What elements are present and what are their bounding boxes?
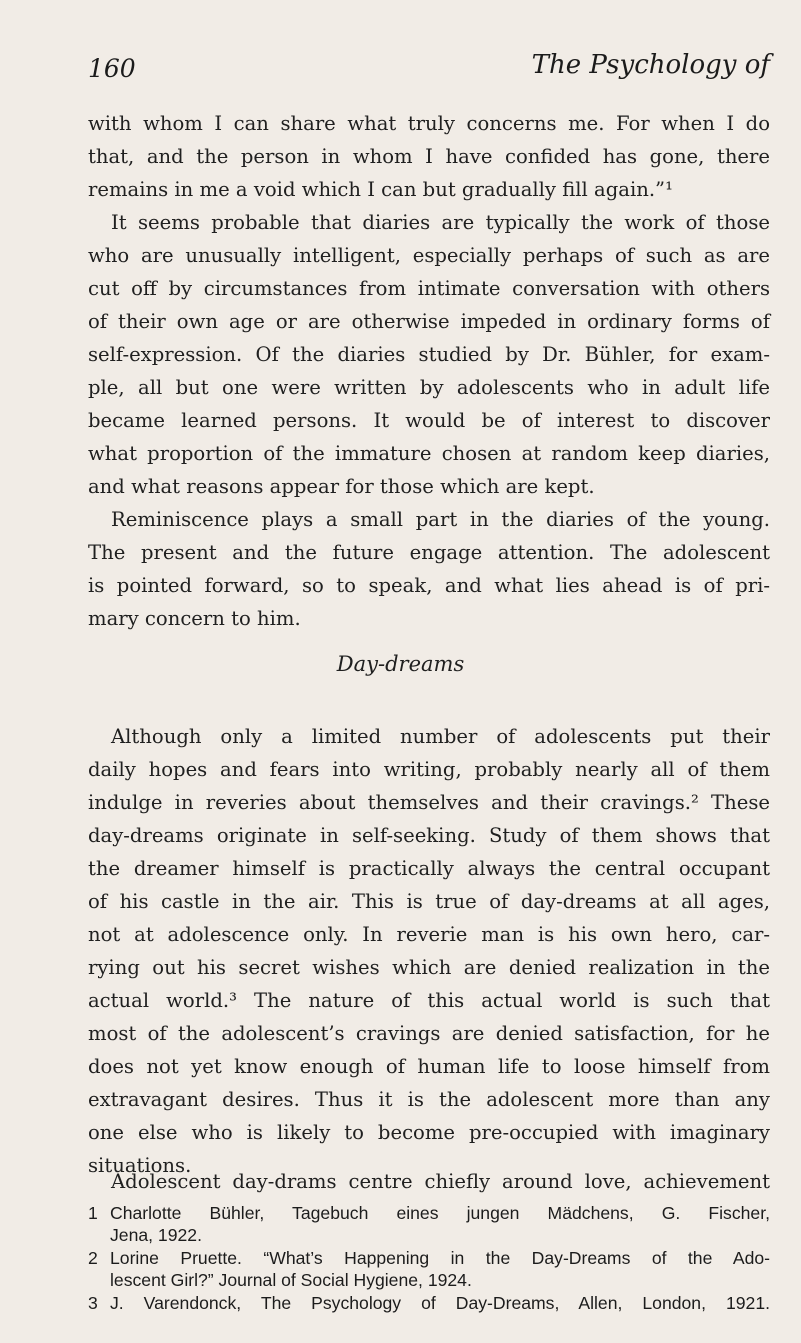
text-line: not at adolescence only. In reverie man is his own hero, car-: [88, 923, 770, 946]
footnote-3: [88, 1292, 770, 1314]
footnote-line: J. Varendonck, The Psychology of Day-Dreams, Allen, London, 1921.: [110, 1293, 770, 1313]
text-line: does not yet know enough of human life to loose himself from: [88, 1055, 770, 1078]
text-line: and what reasons appear for those which are kept.: [88, 475, 595, 498]
footnote-line: Jena, 1922.: [110, 1225, 202, 1245]
footnote-number: 2: [88, 1248, 98, 1268]
running-head: [88, 46, 770, 90]
text-line: what proportion of the immature chosen at random keep diaries,: [88, 442, 770, 465]
section-heading: Day-dreams: [336, 652, 465, 676]
text-line: rying out his secret wishes which are denied realization in the: [88, 956, 770, 979]
text-line: indulge in reveries about themselves and their cravings.² These: [88, 791, 770, 814]
text-line: daily hopes and fears into writing, probably nearly all of them: [88, 758, 770, 781]
text-line: that, and the person in whom I have confided has gone, there: [88, 145, 770, 168]
text-line: It seems probable that diaries are typically the work of those: [111, 211, 770, 234]
footnote-2-cont: [88, 1269, 770, 1291]
text-line: self-expression. Of the diaries studied by Dr. Bühler, for exam-: [88, 343, 770, 366]
text-line: remains in me a void which I can but gradually fill again.”¹: [88, 178, 673, 201]
footnote-1-cont: [88, 1224, 770, 1246]
footnote-line: lescent Girl?” Journal of Social Hygiene, 1924.: [110, 1270, 472, 1290]
text-line: is pointed forward, so to speak, and what lies ahead is of pri-: [88, 574, 770, 597]
text-line: situations.: [88, 1154, 192, 1177]
text-line: extravagant desires. Thus it is the adolescent more than any: [88, 1088, 770, 1111]
text-line: who are unusually intelligent, especially perhaps of such as are: [88, 244, 770, 267]
footnote-line: Charlotte Bühler, Tagebuch eines jungen Mädchens, G. Fischer,: [110, 1203, 770, 1223]
text-line: day-dreams originate in self-seeking. Study of them shows that: [88, 824, 770, 847]
text-line: most of the adolescent’s cravings are denied satisfaction, for he: [88, 1022, 770, 1045]
text-line: the dreamer himself is practically always the central occupant: [88, 857, 770, 880]
footnote-2: [88, 1247, 770, 1269]
text-line: one else who is likely to become pre-occupied with imaginary: [88, 1121, 770, 1144]
text-line: actual world.³ The nature of this actual world is such that: [88, 989, 770, 1012]
text-line: of his castle in the air. This is true of day-dreams at all ages,: [88, 890, 770, 913]
text-line: mary concern to him.: [88, 607, 301, 630]
page-number: 160: [88, 54, 136, 83]
text-line: Adolescent day-drams centre chiefly around love, achievement: [111, 1170, 770, 1193]
footnote-number: 3: [88, 1293, 98, 1313]
text-line: cut off by circumstances from intimate conversation with others: [88, 277, 770, 300]
text-line: Reminiscence plays a small part in the diaries of the young.: [111, 508, 770, 531]
footnote-number: 1: [88, 1203, 98, 1223]
footnote-1: [88, 1202, 770, 1224]
text-line: of their own age or are otherwise impeded in ordinary forms of: [88, 310, 770, 333]
running-title: The Psychology of: [531, 50, 770, 80]
footnote-line: Lorine Pruette. “What’s Happening in the Day-Dreams of the Ado-: [110, 1248, 770, 1268]
text-line: Although only a limited number of adolescents put their: [111, 725, 770, 748]
text-line: The present and the future engage attention. The adolescent: [88, 541, 770, 564]
text-line: with whom I can share what truly concerns me. For when I do: [88, 112, 770, 135]
text-line: became learned persons. It would be of interest to discover: [88, 409, 770, 432]
text-line: ple, all but one were written by adolescents who in adult life: [88, 376, 770, 399]
